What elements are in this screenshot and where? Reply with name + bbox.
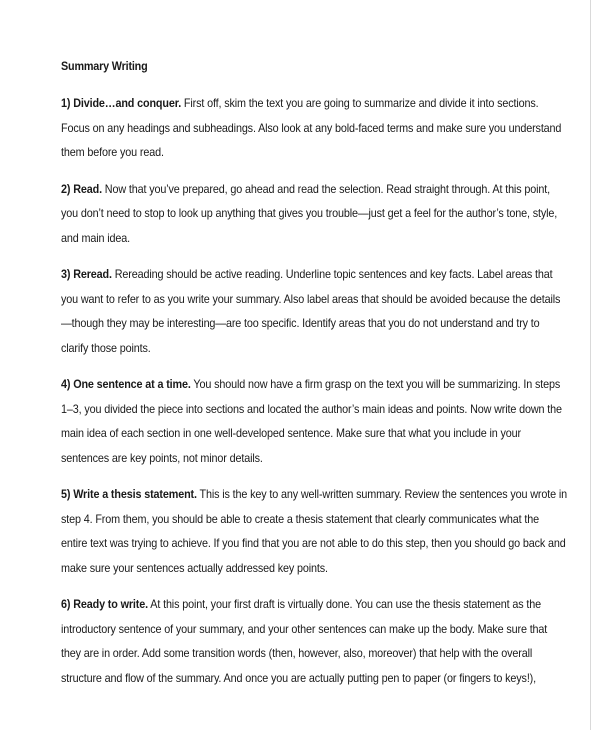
paragraph-line: main idea of each section in one well-developed sentence. Make sure that what you include in your	[61, 426, 521, 440]
step-heading: 2) Read.	[61, 181, 102, 196]
paragraph-line: you want to refer to as you write your summary. Also label areas that should be avoided because the details	[61, 291, 561, 306]
step-text: This is the key to any well-written summary. Review the sentences you wrote in	[196, 487, 567, 501]
paragraph-line: you don’t need to stop to look up anything that gives you trouble—just get a feel for the author’s tone, style,	[61, 206, 558, 220]
page-edge-divider	[590, 0, 591, 730]
paragraph-line: sentences are key points, not minor details.	[61, 450, 263, 465]
step-text: You should now have a firm grasp on the text you will be summarizing. In steps	[190, 377, 561, 391]
document-body	[61, 58, 567, 702]
paragraph-line	[61, 592, 541, 617]
step-paragraph-6	[61, 592, 548, 690]
step-heading: 4) One sentence at a time.	[61, 377, 191, 391]
paragraph-line: 1–3, you divided the piece into sections and located the author’s main ideas and points. Now write down the	[61, 401, 562, 416]
paragraph-line	[61, 372, 561, 397]
paragraph-line: —though they may be interesting—are too specific. Identify areas that you do not understand and try to	[61, 316, 540, 330]
step-heading: 1) Divide…and conquer.	[61, 96, 182, 110]
paragraph-line: them before you read.	[61, 145, 164, 159]
paragraph-line	[61, 262, 553, 287]
step-text: At this point, your first draft is virtually done. You can use the thesis statement as the	[148, 597, 541, 611]
paragraph-line: entire text was trying to achieve. If you find that you are not able to do this step, then you should go back and	[61, 536, 566, 550]
step-paragraph-4	[61, 372, 562, 470]
step-paragraph-5	[61, 482, 567, 580]
step-heading: 5) Write a thesis statement.	[61, 487, 197, 501]
paragraph-line: Focus on any headings and subheadings. Also look at any bold-faced terms and make sure you understand	[61, 120, 562, 135]
step-paragraph-3	[61, 262, 561, 360]
step-text: Now that you’ve prepared, go ahead and read the selection. Read straight through. At this point,	[101, 181, 550, 196]
step-paragraph-2	[61, 177, 558, 251]
paragraph-line: structure and flow of the summary. And once you are actually putting pen to paper (or fingers to keys!),	[61, 670, 537, 685]
step-heading: 3) Reread.	[61, 267, 112, 281]
paragraph-line: and main idea.	[61, 230, 130, 245]
paragraph-line	[61, 91, 539, 116]
paragraph-line	[61, 177, 550, 202]
step-heading: 6) Ready to write.	[61, 597, 149, 611]
paragraph-line: step 4. From them, you should be able to create a thesis statement that clearly communicates what the	[61, 511, 540, 526]
step-text: First off, skim the text you are going to summarize and divide it into sections.	[181, 96, 539, 110]
step-paragraph-1	[61, 91, 562, 165]
paragraph-line: they are in order. Add some transition words (then, however, also, moreover) that help with the overall	[61, 646, 533, 660]
paragraph-line: make sure your sentences actually addressed key points.	[61, 560, 328, 575]
paragraph-line: introductory sentence of your summary, and your other sentences can make up the body. Make sure that	[61, 621, 548, 636]
paragraph-line	[61, 482, 567, 507]
document-title: Summary Writing	[61, 59, 148, 73]
step-text: Rereading should be active reading. Underline topic sentences and key facts. Label areas that	[111, 267, 553, 281]
paragraph-line: clarify those points.	[61, 340, 151, 355]
